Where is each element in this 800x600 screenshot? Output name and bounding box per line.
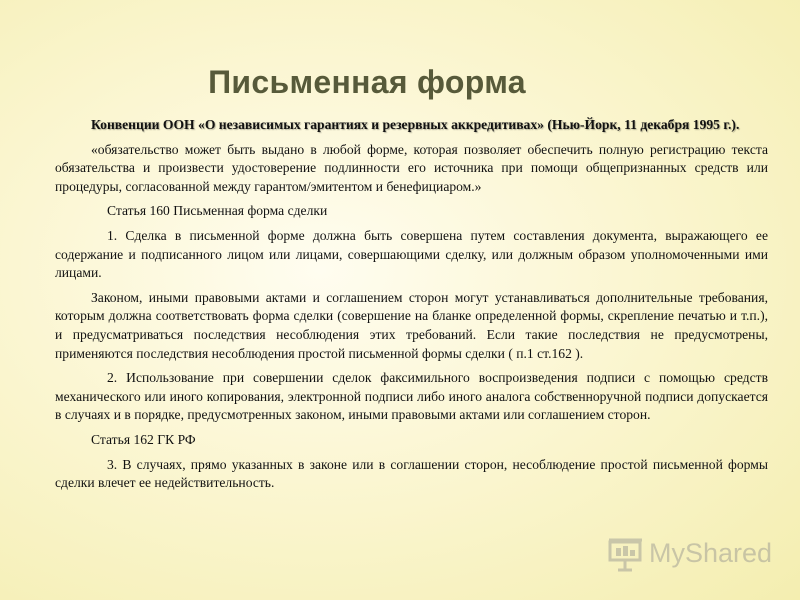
convention-heading: Конвенции ООН «О независимых гарантиях и резервных аккредитивах» (Нью-Йорк, 11 декабря 1995 г.). [91,117,740,132]
article-160-heading: Статья 160 Письменная форма сделки [107,203,328,219]
slide-content [55,116,768,499]
watermark-logo [607,536,773,572]
article-162-heading: Статья 162 ГК РФ [91,431,196,447]
article-162-point-3: 3. В случаях, прямо указанных в законе или в соглашении сторон, несоблюдение простой письменной формы сделки влечет ее недействительность. [55,456,768,491]
article-160-point-1: 1. Сделка в письменной форме должна быть совершена путем составления документа, выражающего ее содержание и подписанного лицом или лицами, совершающими сделку, или должным образом уполномоченными ими лицами. [55,227,768,281]
slide-title: Письменная форма [208,64,526,100]
article-160-point-2: 2. Использование при совершении сделок факсимильного воспроизведения подписи с помощью средств механического или иного копирования, электронной подписи либо иного аналога собственноручной подписи допускается в случаях и в порядке, предусмотренных законом, иными правовыми актами или соглашением сторон. [55,370,768,423]
article-160-additional-requirements: Законом, иными правовыми актами и соглашением сторон могут устанавливаться дополнительные требования, которым должна соответствовать форма сделки (совершение на бланке определенной формы, скрепление печатью и т.п.), и предусматриваться последствия несоблюдения этих требований. Если такие последствия не предусмотрены, применяются последствия несоблюдения простой письменной формы сделки ( п.1 ст.162 ). [55,289,768,361]
convention-quote: «обязательство может быть выдано в любой форме, которая позволяет обеспечить полную регистрацию текста обязательства и произвести удостоверение подлинности его источника при помощи общепризнанных средств или процедуры, согласованной между гарантом/эмитентом и бенефициаром.» [55,141,768,194]
watermark-text: MyShared [649,538,773,568]
presentation-board-icon [607,536,645,572]
